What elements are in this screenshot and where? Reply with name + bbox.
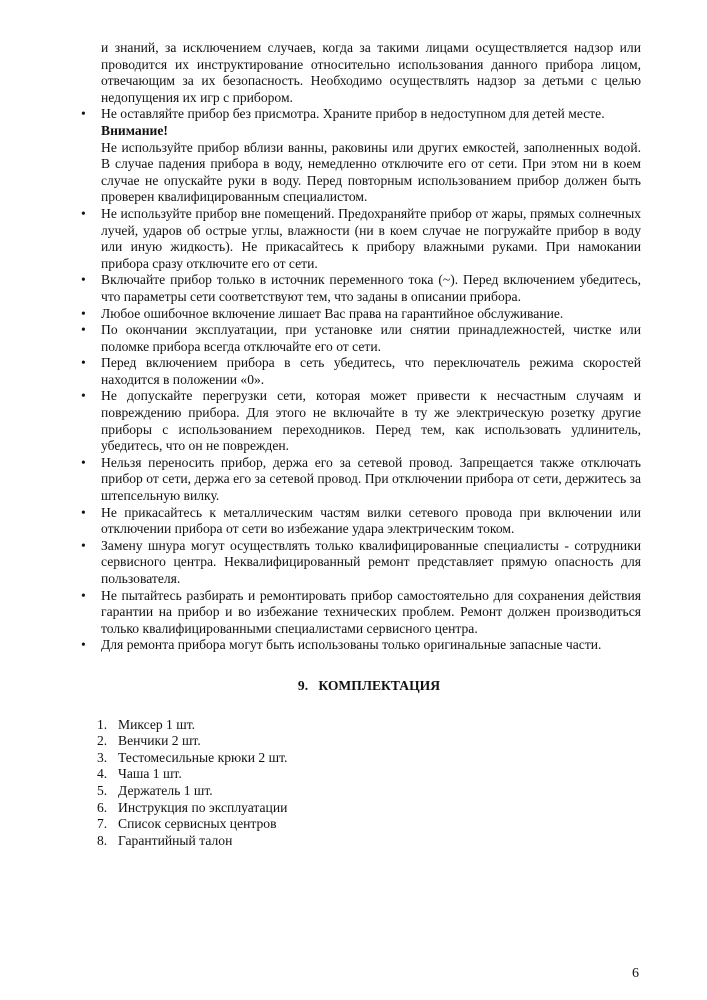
bullet-icon: •	[81, 205, 86, 221]
list-item-text: Любое ошибочное включение лишает Вас права на гарантийное обслуживание.	[101, 305, 564, 321]
list-item	[79, 355, 641, 388]
list-item	[79, 717, 641, 734]
list-item	[79, 272, 641, 305]
safety-list	[79, 106, 641, 654]
bullet-icon: •	[81, 454, 86, 470]
list-item	[79, 750, 641, 767]
list-item-text: Не используйте прибор вне помещений. Предохраняйте прибор от жары, прямых солнечных лучей, ударов об острые углы, влажности (ни в коем случае не погружайте прибор в воду или иную жидкость). Не прикасайтесь к прибору влажными руками. При намокании прибора сразу отключите его от сети.	[101, 205, 641, 271]
list-item	[79, 733, 641, 750]
page-number: 6	[632, 966, 639, 981]
section-number: 9.	[297, 677, 309, 693]
list-item-text: Не допускайте перегрузки сети, которая может привести к несчастным случаям и повреждению прибора. Для этого не включайте в ту же электрическую розетку другие приборы с использованием переходников. Перед тем, как использовать удлинитель, убедитесь, что он не поврежден.	[101, 388, 641, 454]
list-item	[79, 538, 641, 588]
list-item	[79, 206, 641, 272]
list-item-text: Перед включением прибора в сеть убедитесь, что переключатель режима скоростей находится в положении «0».	[101, 355, 641, 387]
list-item-text: Не прикасайтесь к металлическим частям вилки сетевого провода при включении или отключении прибора от сети во избежание удара электрическим током.	[101, 504, 641, 537]
item-text: Список сервисных центров	[118, 816, 277, 832]
item-number: 4.	[97, 766, 108, 782]
list-item	[79, 833, 641, 850]
item-text: Венчики 2 шт.	[118, 733, 201, 749]
item-text: Чаша 1 шт.	[118, 766, 182, 782]
list-item	[79, 505, 641, 538]
list-item-text: Не пытайтесь разбирать и ремонтировать прибор самостоятельно для сохранения действия гарантии на прибор и во избежание технических проблем. Ремонт должен производиться только квалифицированными специалистами сервисного центра.	[101, 587, 641, 636]
list-item	[79, 106, 641, 123]
list-item-text: Не оставляйте прибор без присмотра. Храните прибор в недоступном для детей месте.	[101, 106, 605, 122]
list-item	[79, 766, 641, 783]
list-item	[79, 306, 641, 323]
list-item-text: Замену шнура могут осуществлять только квалифицированные специалисты - сотрудники сервисного центра. Неквалифицированный ремонт представляет прямую опасность для пользователя.	[101, 537, 641, 586]
package-contents-list	[79, 717, 641, 850]
item-text: Тестомесильные крюки 2 шт.	[118, 749, 288, 765]
item-number: 8.	[97, 832, 108, 848]
item-text: Гарантийный талон	[118, 832, 233, 848]
page-content	[79, 40, 641, 849]
item-number: 7.	[97, 816, 108, 832]
item-number: 3.	[97, 749, 108, 765]
list-item	[79, 123, 641, 206]
list-item	[79, 588, 641, 638]
item-text: Миксер 1 шт.	[118, 716, 196, 732]
item-number: 1.	[97, 716, 108, 732]
item-number: 5.	[97, 782, 108, 798]
intro-paragraph: и знаний, за исключением случаев, когда за такими лицами осуществляется надзор или проводится их инструктирование относительно использования данного прибора лицом, отвечающим за их безопасность. Необходимо осуществлять надзор за детьми с целью недопущения их игр с прибором.	[101, 40, 641, 105]
bullet-icon: •	[81, 537, 86, 553]
bullet-icon: •	[81, 355, 86, 371]
warning-title: Внимание!	[101, 122, 168, 138]
list-item	[79, 322, 641, 355]
bullet-icon: •	[81, 272, 86, 288]
item-text: Инструкция по эксплуатации	[118, 799, 288, 815]
list-item	[79, 816, 641, 833]
list-item	[79, 783, 641, 800]
bullet-icon: •	[81, 637, 86, 653]
list-item-text: По окончании эксплуатации, при установке или снятии принадлежностей, чистке или поломке прибора всегда отключайте его от сети.	[101, 322, 641, 354]
list-item	[79, 637, 641, 654]
item-number: 6.	[97, 799, 108, 815]
bullet-icon: •	[81, 305, 86, 321]
section-heading	[79, 678, 641, 695]
item-number: 2.	[97, 733, 108, 749]
bullet-icon: •	[81, 106, 86, 122]
bullet-icon: •	[81, 388, 86, 404]
bullet-icon: •	[81, 322, 86, 338]
item-text: Держатель 1 шт.	[118, 782, 213, 798]
bullet-icon: •	[81, 587, 86, 603]
list-item	[79, 800, 641, 817]
list-item	[79, 455, 641, 505]
bullet-icon: •	[81, 504, 86, 520]
section-title: КОМПЛЕКТАЦИЯ	[318, 677, 441, 693]
list-item-text: Не используйте прибор вблизи ванны, раковины или других емкостей, заполненных водой. В случае падения прибора в воду, немедленно отключите его от сети. При этом ни в коем случае не опускайте руки в воду. Перед повторным использованием прибор должен быть проверен квалифицированным специалистом.	[101, 139, 641, 205]
list-item-text: Для ремонта прибора могут быть использованы только оригинальные запасные части.	[101, 637, 602, 653]
list-item-text: Включайте прибор только в источник переменного тока (~). Перед включением убедитесь, что параметры сети соответствуют тем, что заданы в описании прибора.	[101, 272, 641, 304]
list-item	[79, 388, 641, 454]
list-item-text: Нельзя переносить прибор, держа его за сетевой провод. Запрещается также отключать прибор от сети, держа его за сетевой провод. При отключении прибора от сети, держитесь за штепсельную вилку.	[101, 454, 641, 504]
